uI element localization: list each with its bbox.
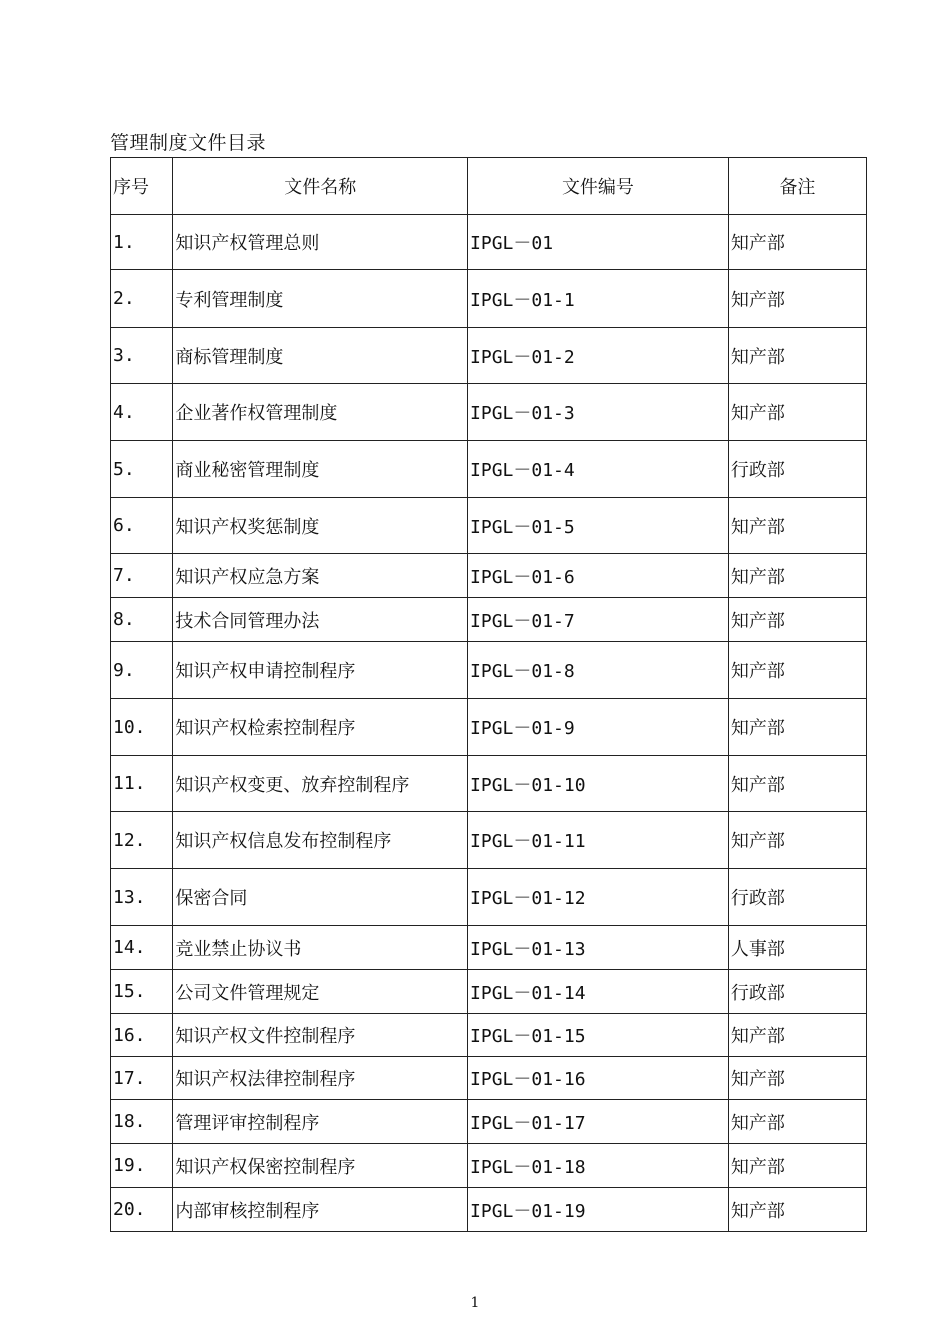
page-number: 1: [470, 1295, 480, 1311]
cell-note: 知产部: [728, 328, 866, 384]
cell-file-code: IPGL－01-8: [468, 642, 729, 699]
cell-note: 知产部: [728, 1057, 866, 1100]
table-row: [111, 699, 867, 756]
cell-note: 人事部: [728, 926, 866, 970]
cell-file-name: 商标管理制度: [173, 328, 468, 384]
table-row: [111, 812, 867, 869]
cell-file-code: IPGL－01-9: [468, 699, 729, 756]
cell-file-name: 管理评审控制程序: [173, 1100, 468, 1144]
table-row: [111, 270, 867, 328]
cell-file-name: 知识产权保密控制程序: [173, 1144, 468, 1188]
cell-seq: 5.: [111, 441, 173, 498]
table-row: [111, 498, 867, 554]
cell-note: 行政部: [728, 869, 866, 926]
cell-file-code: IPGL－01-13: [468, 926, 729, 970]
cell-note: 知产部: [728, 554, 866, 598]
table-row: [111, 441, 867, 498]
header-seq: 序号: [111, 158, 173, 215]
table-row: [111, 554, 867, 598]
cell-seq: 6.: [111, 498, 173, 554]
header-name: 文件名称: [173, 158, 468, 215]
cell-file-name: 知识产权检索控制程序: [173, 699, 468, 756]
table-row: [111, 756, 867, 812]
table-row: [111, 970, 867, 1014]
cell-note: 知产部: [728, 215, 866, 270]
header-note: 备注: [728, 158, 866, 215]
cell-note: 知产部: [728, 1144, 866, 1188]
table-row: [111, 926, 867, 970]
cell-note: 知产部: [728, 812, 866, 869]
cell-file-code: IPGL－01-3: [468, 384, 729, 441]
cell-file-code: IPGL－01-11: [468, 812, 729, 869]
cell-note: 知产部: [728, 1188, 866, 1232]
cell-note: 知产部: [728, 598, 866, 642]
table-row: [111, 1057, 867, 1100]
cell-seq: 17.: [111, 1057, 173, 1100]
table-row: [111, 1144, 867, 1188]
cell-file-code: IPGL－01-2: [468, 328, 729, 384]
cell-file-name: 商业秘密管理制度: [173, 441, 468, 498]
document-title: 管理制度文件目录: [110, 132, 267, 154]
cell-file-code: IPGL－01-18: [468, 1144, 729, 1188]
cell-note: 知产部: [728, 756, 866, 812]
cell-seq: 13.: [111, 869, 173, 926]
cell-seq: 3.: [111, 328, 173, 384]
cell-seq: 15.: [111, 970, 173, 1014]
cell-note: 知产部: [728, 498, 866, 554]
cell-file-code: IPGL－01-14: [468, 970, 729, 1014]
cell-note: 知产部: [728, 1100, 866, 1144]
cell-file-name: 企业著作权管理制度: [173, 384, 468, 441]
cell-file-name: 知识产权申请控制程序: [173, 642, 468, 699]
cell-note: 行政部: [728, 441, 866, 498]
table-row: [111, 384, 867, 441]
cell-seq: 8.: [111, 598, 173, 642]
cell-file-code: IPGL－01-17: [468, 1100, 729, 1144]
cell-seq: 10.: [111, 699, 173, 756]
cell-file-code: IPGL－01-10: [468, 756, 729, 812]
cell-file-code: IPGL－01-12: [468, 869, 729, 926]
cell-file-name: 专利管理制度: [173, 270, 468, 328]
table-header: [111, 158, 867, 215]
cell-file-code: IPGL－01-19: [468, 1188, 729, 1232]
header-row: [111, 158, 867, 215]
cell-seq: 18.: [111, 1100, 173, 1144]
cell-note: 知产部: [728, 270, 866, 328]
table-row: [111, 328, 867, 384]
table-row: [111, 642, 867, 699]
cell-file-code: IPGL－01: [468, 215, 729, 270]
cell-note: 知产部: [728, 384, 866, 441]
cell-file-code: IPGL－01-16: [468, 1057, 729, 1100]
cell-file-name: 知识产权信息发布控制程序: [173, 812, 468, 869]
cell-file-name: 竞业禁止协议书: [173, 926, 468, 970]
cell-seq: 20.: [111, 1188, 173, 1232]
cell-note: 知产部: [728, 642, 866, 699]
file-catalog-table: [110, 157, 867, 1232]
cell-file-name: 知识产权变更、放弃控制程序: [173, 756, 468, 812]
cell-seq: 9.: [111, 642, 173, 699]
cell-seq: 11.: [111, 756, 173, 812]
cell-file-name: 内部审核控制程序: [173, 1188, 468, 1232]
header-code: 文件编号: [468, 158, 729, 215]
table-row: [111, 1100, 867, 1144]
cell-file-name: 知识产权应急方案: [173, 554, 468, 598]
cell-seq: 16.: [111, 1014, 173, 1057]
table-body: [111, 215, 867, 1232]
cell-file-name: 知识产权法律控制程序: [173, 1057, 468, 1100]
cell-file-code: IPGL－01-7: [468, 598, 729, 642]
cell-file-name: 知识产权文件控制程序: [173, 1014, 468, 1057]
table-row: [111, 869, 867, 926]
table-row: [111, 215, 867, 270]
cell-file-code: IPGL－01-5: [468, 498, 729, 554]
table-row: [111, 1188, 867, 1232]
cell-seq: 4.: [111, 384, 173, 441]
cell-seq: 19.: [111, 1144, 173, 1188]
table-row: [111, 598, 867, 642]
cell-file-name: 公司文件管理规定: [173, 970, 468, 1014]
cell-file-name: 知识产权管理总则: [173, 215, 468, 270]
cell-file-name: 知识产权奖惩制度: [173, 498, 468, 554]
cell-note: 知产部: [728, 699, 866, 756]
cell-seq: 1.: [111, 215, 173, 270]
cell-file-code: IPGL－01-6: [468, 554, 729, 598]
cell-seq: 12.: [111, 812, 173, 869]
cell-file-code: IPGL－01-15: [468, 1014, 729, 1057]
table-row: [111, 1014, 867, 1057]
cell-file-code: IPGL－01-4: [468, 441, 729, 498]
cell-note: 知产部: [728, 1014, 866, 1057]
cell-file-name: 技术合同管理办法: [173, 598, 468, 642]
cell-file-code: IPGL－01-1: [468, 270, 729, 328]
cell-file-name: 保密合同: [173, 869, 468, 926]
cell-seq: 14.: [111, 926, 173, 970]
cell-seq: 7.: [111, 554, 173, 598]
cell-note: 行政部: [728, 970, 866, 1014]
cell-seq: 2.: [111, 270, 173, 328]
